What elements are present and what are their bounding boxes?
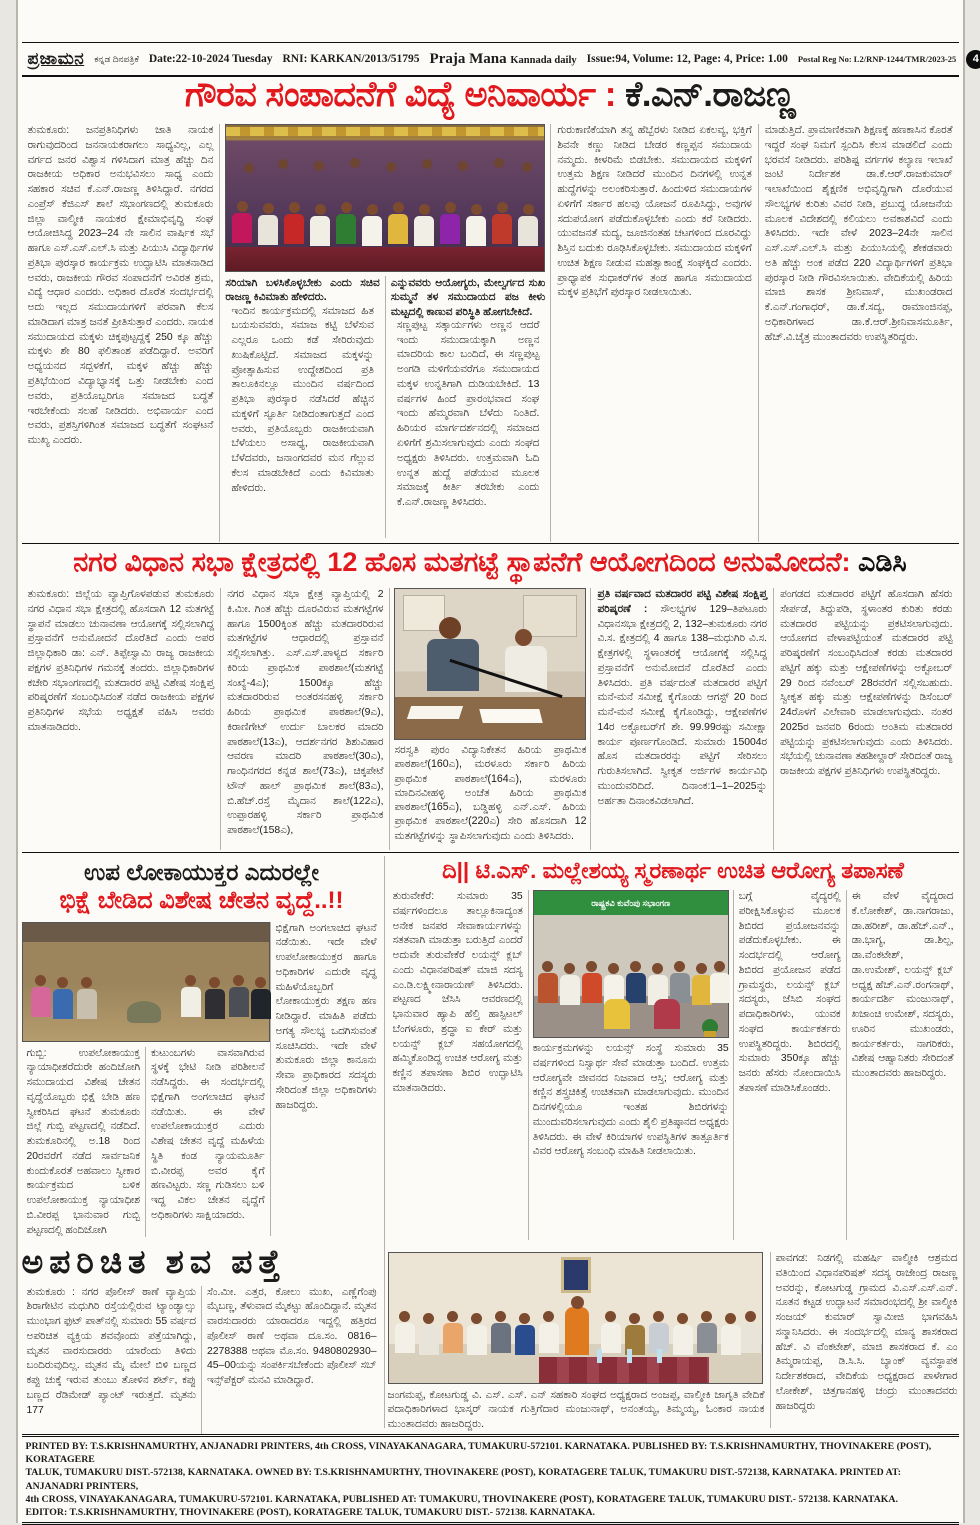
story4-below-photo-text: ಕಾರ್ಯಕ್ರಮಗಳನ್ನು ಲಯನ್ಸ್ ಸಂಸ್ಥೆ ಸುಮಾರು 35 ವರ್ಷಗಳಿಂದ ನಿಸ್ವಾರ್ಥ ಸೇವೆ ಮಾಡುತ್ತಾ ಬಂದಿದೆ. ಉತ್ತಮ ಆರೋಗ್ಯವೇ ಜೀವನದ ನಿಜವಾದ ಆಸ್ತಿ; ಆರೋಗ್ಯ ಮತ್ತು ಕಣ್ಣಿನ ಶಸ್ತ್ರಚಿಕಿತ್ಸೆ ಉಚಿತವಾಗಿ ಮಾಡಲಾಗುವುದು. ಮುಂದಿನ ದಿನಗಳಲ್ಲಿಯೂ ಇಂತಹ ಶಿಬಿರಗಳನ್ನು ಮುಂದುವರಿಸಲಾಗುವುದು ಎಂದು ಶೈಲಿ ಪ್ರತಿಷ್ಠಾನದ ಅಧ್ಯಕ್ಷರು ತಿಳಿಸಿದರು. ಈ ವೇಳೆ ಕಿರಿಯಾಗಳ ಉಪಸ್ಥಿತಿಗಳ ತಾತ್ಪೂರ್ತಿಕ ವಿವರ ಆರೋಗ್ಯ ಸಂಬಂಧಿ ಮಾಹಿತಿ ನೀಡಲಾಯಿತು. bbox=[532, 1043, 729, 1158]
paper-tagline: ಕನ್ನಡ ದಿನಪತ್ರಿಕೆ bbox=[94, 53, 139, 64]
vertical-divider bbox=[384, 856, 385, 1428]
story2-column-4 bbox=[591, 588, 774, 850]
story4-headline: ದಿ|| ಟಿ.ಎಸ್. ಮಲ್ಲೇಶಯ್ಯ ಸ್ಮರಣಾರ್ಥ ಉಚಿತ ಆರೋಗ್ಯ ತಪಾಸಣೆ bbox=[442, 858, 904, 883]
story1-column-2-text: ಇಂದಿನ ಕಾರ್ಯಕ್ರಮದಲ್ಲಿ ಸಮಾಜದ ಹಿತ ಬಯಸುವವರು, ಸಮಾಜ ಕಟ್ಟಿ ಬೆಳೆಸುವ ಎಲ್ಲರೂ ಒಂದು ಕಡೆ ಸೇರಿರುವುದು ಖುಷಿಕೊಟ್ಟಿದೆ. ಸಮಾಜದ ಮಕ್ಕಳನ್ನು ಪ್ರೋತ್ಸಾಹಿಸುವ ಉದ್ದೇಶದಿಂದ ಪ್ರತಿ ತಾಲೂಕಿನಲ್ಲೂ ಮುಂದಿನ ವರ್ಷದಿಂದ ಪ್ರತಿಭಾ ಪುರಸ್ಕಾರ ನಡೆಸಿದರೆ ಹೆಚ್ಚಿನ ಮಕ್ಕಳಿಗೆ ಸ್ಫೂರ್ತಿ ನೀಡಿದಂತಾಗುತ್ತದೆ ಎಂದ ಅವರು, ಪ್ರತಿಯೊಬ್ಬರು ರಾಜಕೀಯವಾಗಿ ಬೆಳೆಯಲು ಅಸಾಧ್ಯ, ರಾಜಕೀಯವಾಗಿ ಬೆಳೆದವರು, ಜನಾಂಗದವರ ಮನ ಗೆಲ್ಲುವ ಕೆಲಸ ಮಾಡಬೇಕಿದೆ ಎಂದು ಕಿವಿಮಾತು ಹೇಳಿದರು. bbox=[231, 305, 374, 494]
bottom-right-column: ಪಾವಗಡ: ನಿಡಗಲ್ಲಿ ಮಹರ್ಷಿ ವಾಲ್ಮೀಕಿ ಆಶ್ರಮದ ವತಿಯಿಂದ ವಿಧಾನಪರಿಷತ್ ಸದಸ್ಯ ರಾಜೇಂದ್ರ ರಾಜಣ್ಣ ಅವರನ್ನು, ಕೋಟಗುಡ್ಡ ಗ್ರಾಮದ ವಿ.ಎಸ್.ಎಸ್.ಎನ್. ನೂತನ ಕಟ್ಟಡ ಉದ್ಘಾಟನೆ ಸಮಾರಂಭದಲ್ಲಿ ಶ್ರೀ ವಾಲ್ಮೀಕಿ ಸಂಜಯ್ ಕುಮಾರ್ ಸ್ವಾಮೀಜಿ ಭಾಗವಹಿಸಿ ಸನ್ಮಾನಿಸಿದರು. ಈ ಸಂದರ್ಭದಲ್ಲಿ ಮಾನ್ಯ ಶಾಸಕರಾದ ಹೆಚ್. ವಿ ವೆಂಕಟೇಶ್, ಮಾಜಿ ಶಾಸಕರಾದ ಕೆ. ಎಂ ತಿಮ್ಮರಾಯಪ್ಪ, ಡಿ.ಸಿ.ಸಿ. ಬ್ಯಾಂಕ್ ವ್ಯವಸ್ಥಾಪಕ ನಿರ್ದೇಶಕರಾದ, ವೇದಿಕೆಯ ಅಧ್ಯಕ್ಷರಾದ ಪಾಳೇಗಾರ ಲೋಕೇಶ್, ಚಿತ್ತಗಾನಹಳ್ಳಿ ಚಂದ್ರು ಮುಂತಾದವರು ಹಾಜರಿದ್ದರು bbox=[770, 1252, 963, 1428]
paper-title-main: Praja Mana bbox=[429, 50, 507, 67]
story1-headline-name: ಕೆ.ಎನ್.ರಾಜಣ್ಣ bbox=[625, 75, 796, 114]
story2-photo-caption: ಸರಸ್ವತಿ ಪುರಂ ವಿದ್ಯಾನಿಕೇತನ ಹಿರಿಯ ಪ್ರಾಥಮಿಕ ಪಾಠಶಾಲೆ(160ಎ), ಮರಳೂರು ಸರ್ಕಾರಿ ಹಿರಿಯ ಪ್ರಾಥಮಿಕ ಪಾಠಶಾಲೆ(164ಎ), ಮರಳೂರು ಮಾದಿನವೀಹಳ್ಳಿ ಅಂಚೆತ ಹಿರಿಯ ಪ್ರಾಥಮಿಕ ಪಾಠಶಾಲೆ(165ಎ), ಬಡ್ಡಿಹಳ್ಳಿ ಎನ್.ಎಸ್. ಹಿರಿಯ ಪ್ರಾಥಮಿಕ ಪಾಠಶಾಲೆ(220ಎ) ಸೇರಿ ಹೊಸದಾಗಿ 12 ಮತಗಟ್ಟೆಗಳನ್ನು ಸ್ಥಾಪಿಸಲಾಗುವುದು ಎಂದು ತಿಳಿಸಿದರು. bbox=[394, 744, 587, 842]
story1-headline bbox=[24, 76, 957, 115]
event-banner: ರಾಷ್ಟ್ರಕವಿ ಕುವೆಂಪು ಸಭಾಂಗಣ bbox=[534, 891, 728, 915]
story1-photo-block bbox=[220, 124, 551, 542]
story3-left bbox=[22, 922, 270, 1237]
bottom-photo-block bbox=[388, 1252, 765, 1431]
story2-column-1: ತುಮಕೂರು: ಜಿಲ್ಲೆಯ ವ್ಯಾಪ್ತಿಗೊಳಪಡುವ ತುಮಕೂರು ನಗರ ವಿಧಾನ ಸಭಾ ಕ್ಷೇತ್ರದಲ್ಲಿ ಹೊಸದಾಗಿ 12 ಮತಗಟ್ಟೆ ಸ್ಥಾಪನೆ ಮಾಡಲು ಚುನಾವಣಾ ಆಯೋಗಕ್ಕೆ ಸಲ್ಲಿಸಲಾಗಿದ್ದ ಪ್ರಸ್ತಾವನೆಗೆ ಅನುಮೋದನೆ ದೊರೆತಿದೆ ಎಂದು ಅಪರ ಜಿಲ್ಲಾಧಿಕಾರಿ ಡಾ: ಎನ್. ತಿಪ್ಪೇಸ್ವಾಮಿ ರಾಜ್ಯ ರಾಜಕೀಯ ಪಕ್ಷಗಳ ಪ್ರತಿನಿಧಿಗಳ ಗಮನಕ್ಕೆ ತಂದರು. ಜಿಲ್ಲಾಧಿಕಾರಿಗಳ ಕಚೇರಿ ಸಭಾಂಗಣದಲ್ಲಿ ಮತದಾರರ ಪಟ್ಟಿ ವಿಶೇಷ ಸಂಕ್ಷಿಪ್ತ ಪರಿಷ್ಕರಣೆಗೆ ಸಂಬಂಧಿಸಿದಂತೆ ನಡೆದ ರಾಜಕೀಯ ಪಕ್ಷಗಳ ಪ್ರತಿನಿಧಿಗಳ ಸಭೆಯ ಅಧ್ಯಕ್ಷತೆ ವಹಿಸಿ ಅವರು ಮಾತನಾಡಿದರು. bbox=[22, 588, 222, 850]
story1-photo bbox=[225, 124, 545, 272]
imprint-line: PRINTED BY: T.S.KRISHNAMURTHY, ANJANADRI PRINTERS, 4th CROSS, VINAYAKANAGARA, TUMAKURU-572101. KARNATAKA. PUBLISHED BY: T.S.KRISHNAMURTHY, THOVINAKERE (POST), KORATAGERE bbox=[25, 1441, 932, 1466]
story3-body bbox=[22, 922, 382, 1237]
story1-column-5: ಮಾಡುತ್ತಿದೆ. ಪ್ರಾಮಾಣಿಕವಾಗಿ ಶಿಕ್ಷಣಕ್ಕೆ ಹಣಕಾಸಿನ ಕೊರತೆ ಇದ್ದರೆ ಸಂಘ ನಿಮಗೆ ಸ್ಪಂದಿಸಿ ಕೆಲಸ ಮಾಡಲಿದೆ ಎಂದು ಭರವಸೆ ನೀಡಿದರು. ಪರಿಶಿಷ್ಟ ವರ್ಗಗಳ ಕಲ್ಯಾಣ ಇಲಾಖೆ ಜಂಟಿ ನಿರ್ದೇಶಕ ಡಾ.ಕೆ.ಆರ್.ರಾಜಕುಮಾರ್ ಇಲಾಖೆಯಿಂದ ಶೈಕ್ಷಣಿಕ ಅಭಿವೃದ್ಧಿಗಾಗಿ ದೊರೆಯುವ ಸೌಲಭ್ಯಗಳ ಕುರಿತು ವಿವರ ನೀಡಿ, ಪ್ರಬುದ್ಧ ಯೋಜನೆಯ ಮೂಲಕ ವಿದೇಶದಲ್ಲಿ ಕಲಿಯಲು ಅವಕಾಶವಿದೆ ಎಂದು ತಿಳಿಸಿದರು. ಇದೇ ವೇಳೆ 2023–24ನೇ ಸಾಲಿನ ಎಸ್.ಎಸ್.ಎಲ್.ಸಿ ಮತ್ತು ಪಿಯುಸಿಯಲ್ಲಿ ಶೇಕಡವಾರು ಅತಿ ಹೆಚ್ಚು ಅಂಕ ಪಡೆದ 220 ವಿದ್ಯಾರ್ಥಿಗಳಿಗೆ ಪ್ರತಿಭಾ ಪುರಸ್ಕಾರ ನೀಡಿ ಗೌರವಿಸಲಾಯಿತು. ವೇದಿಕೆಯಲ್ಲಿ ಹಿರಿಯ ಮಾಜಿ ಶಾಸಕ ಶ್ರೀನಿವಾಸ್, ಮುಖಂಡರಾದ ಕೆ.ಎನ್.ಗಂಗಾಧರ್, ಡಾ.ಕೆ.ಸದ್ಯ, ರಾಮಾಂಜಿನಪ್ಪ, ಅಧಿಕಾರಿಗಳಾದ ಡಾ.ಕೆ.ಆರ್.ಶ್ರೀನಿವಾಸಮೂರ್ತಿ, ಹೆಚ್.ವಿ.ಚೈತ್ರ ಮುಂತಾದವರು ಉಪಸ್ಥಿತರಿದ್ದರು. bbox=[764, 125, 953, 343]
story3-headline-line1: ಉಪ ಲೋಕಾಯುಕ್ತರ ಎದುರಲ್ಲೇ bbox=[83, 859, 320, 885]
story4-column-4: ಈ ವೇಳೆ ವೈದ್ಯರಾದ ಕೆ.ಲೋಕೇಶ್, ಡಾ.ನಾಗರಾಜು, ಡಾ.ಹರೀಶ್, ಡಾ.ಹೆಚ್.ಎನ್., ಡಾ.ಭಾಗ್ಯ, ಡಾ.ಶಿಲ್ಪ, ಡಾ.ವೆಂಕಟೇಶ್, ಡಾ.ಉಮೇಶ್, ಲಯನ್ಸ್ ಕ್ಲಬ್ ಅಧ್ಯಕ್ಷ ಹೆಚ್.ಎನ್.ರಂಗನಾಥ್, ಕಾರ್ಯದರ್ಶಿ ಮಂಜುನಾಥ್, ಖಜಾಂಚಿ ಉಮೇಶ್, ಸದಸ್ಯರು, ಊರಿನ ಮುಖಂಡರು, ಕಾರ್ಯಕರ್ತರು, ನಾಗರಿಕರು, ವಿಶೇಷ ಆಹ್ವಾನಿತರು ಸೇರಿದಂತೆ ಮುಂತಾದವರು ಹಾಜರಿದ್ದರು. bbox=[851, 891, 954, 1080]
plant-pot bbox=[704, 1031, 716, 1037]
bottom-photo bbox=[388, 1252, 763, 1384]
official-head bbox=[439, 617, 461, 639]
paper-title-english bbox=[430, 51, 577, 68]
story2-photo-block bbox=[390, 588, 591, 850]
story2-photo bbox=[394, 588, 586, 740]
story4-body bbox=[388, 890, 959, 1240]
imprint-line: 4th CROSS, VINAYAKANAGARA, TUMAKURU-572101. KARNATAKA, PUBLISHED AT: TUMAKURU, THOVINAKERE (POST), KORATAGERE TALUK, TUMAKURU DIST.- 572138. KARNATAKA. bbox=[25, 1493, 898, 1505]
bottom-photo-caption: ಜಂಗಮಪ್ಪ, ಕೋಟಗುಡ್ಡ ವಿ. ಎಸ್. ಎಸ್. ಎನ್ ಸಹಕಾರಿ ಸಂಘದ ಅಧ್ಯಕ್ಷರಾದ ಅಂಜಪ್ಪ, ವಾಲ್ಮೀಕಿ ಜಾಗೃತಿ ವೇದಿಕೆ ಪದಾಧಿಕಾರಿಗಳಾದ ಭಾಸ್ಕರ್ ನಾಯಕ ಗುತ್ತಿಗೆದಾರ ಮಂಜುನಾಥ್, ಅನಂತಯ್ಯ, ತಿಮ್ಮಯ್ಯ, ಓಂಕಾರ ನಾಯಕ ಮುಂತಾದವರು ಹಾಜರಿದ್ದರು. bbox=[387, 1389, 765, 1430]
newspaper-page bbox=[16, 0, 979, 1523]
story1 bbox=[22, 124, 959, 542]
story5-headline: ಅಪರಿಚಿತ ಶವ ಪತ್ತೆ bbox=[21, 1244, 287, 1281]
swamiji-head bbox=[571, 1296, 584, 1309]
story2-column-2: ನಗರ ವಿಧಾನ ಸಭಾ ಕ್ಷೇತ್ರ ವ್ಯಾಪ್ತಿಯಲ್ಲಿ 2 ಕಿ.ಮೀ. ಗಿಂತ ಹೆಚ್ಚು ದೂರವಿರುವ ಮತಗಟ್ಟೆಗಳ ಹಾಗೂ 1500ಕ್ಕಿಂತ ಹೆಚ್ಚು ಮತದಾರರಿರುವ ಮತಗಟ್ಟೆಗಳ ಆಧಾರದಲ್ಲಿ ಪ್ರಸ್ತಾವನೆ ಸಲ್ಲಿಸಲಾಗಿತ್ತು. ಎಸ್.ಎಸ್.ಪಾಳ್ಯದ ಸರ್ಕಾರಿ ಕಿರಿಯ ಪ್ರಾಥಮಿಕ ಪಾಠಶಾಲೆ(ಮತಗಟ್ಟೆ ಸಂಖ್ಯೆ-4ಎ); 1500ಕ್ಕೂ ಹೆಚ್ಚು ಮತದಾರರಿರುವ ಅಂತರಸನಹಳ್ಳಿ ಸರ್ಕಾರಿ ಹಿರಿಯ ಪ್ರಾಥಮಿಕ ಪಾಠಶಾಲೆ(9ಎ), ಕಿರಾಣಿಗೇಟ್ ಉರ್ದು ಬಾಲಕರ ಮಾದರಿ ಪಾಠಶಾಲೆ(13ಎ), ಆದರ್ಶನಗರ ಶಿಶುವಿಹಾರ ಆವರಣ ಮಾದರಿ ಪಾಠಶಾಲೆ(30ಎ), ಗಾಂಧಿನಗರದ ಕನ್ನಡ ಶಾಲೆ(73ಎ), ಚಿಕ್ಕಪೇಟೆ ಟೌನ್ ಹಾಲ್ ಪ್ರಾಥಮಿಕ ಶಾಲೆ(83ಎ), ಬಿ.ಹೆಚ್.ರಸ್ತೆ ಮೈದಾನ ಶಾಲೆ(122ಎ), ಉಪ್ಪಾರಹಳ್ಳಿ ಸರ್ಕಾರಿ ಪ್ರಾಥಮಿಕ ಪಾಠಶಾಲೆ(158ಎ), bbox=[221, 588, 390, 850]
paper-logo: ಪ್ರಜಾಮನ bbox=[27, 49, 85, 68]
story3 bbox=[22, 858, 382, 1434]
masthead-postal-reg: Postal Reg No: L2/RNP-1244/TMR/2023-25 bbox=[797, 54, 957, 64]
story1-headline-red: ಗೌರವ ಸಂಪಾದನೆಗೆ ವಿದ್ಯೆ ಅನಿವಾರ್ಯ : bbox=[184, 75, 626, 114]
window-panel-2 bbox=[523, 595, 577, 637]
story5-column-2: ಸೆಂ.ಮೀ. ಎತ್ತರ, ಕೋಲು ಮುಖ, ಎಣ್ಣೆಗೆಂಪು ಮೈಬಣ್ಣ, ತೆಳುವಾದ ಮೈಕಟ್ಟು ಹೊಂದಿದ್ದಾನೆ. ಮೃತನ ವಾರಸುದಾರರು ಯಾರಾದರೂ ಇದ್ದಲ್ಲಿ ಹತ್ತಿರದ ಪೊಲೀಸ್ ಠಾಣೆ ಅಥವಾ ದೂ.ಸಂ. 0816–2278388 ಅಥವಾ ಮೊ.ಸಂ. 9480802930–45–00ಯನ್ನು ಸಂಪರ್ಕಿಸಬೇಕೆಂದು ಪೊಲೀಸ್ ಸಬ್ ಇನ್ಸ್‌ಪೆಕ್ಟರ್ ಮನವಿ ಮಾಡಿದ್ದಾರೆ. bbox=[207, 1286, 377, 1387]
water-bottle-3 bbox=[657, 1349, 662, 1363]
water-bottle bbox=[597, 1349, 602, 1363]
seated-guest bbox=[604, 999, 630, 1029]
paper-title-suffix: Kannada daily bbox=[510, 54, 577, 66]
story5-columns bbox=[22, 1286, 382, 1434]
story2-subhead: ಪ್ರತಿ ವರ್ಷವಾದ ಮತದಾರರ ಪಟ್ಟಿ ವಿಶೇಷ ಸಂಕ್ಷಿಪ್ತ ಪರಿಷ್ಕರಣೆ : bbox=[597, 589, 768, 615]
wall-portrait bbox=[561, 1257, 591, 1293]
story4-photo-block bbox=[529, 890, 734, 1240]
imprint-line: TALUK, TUMAKURU DIST.-572138, KARNATAKA. OWNED BY: T.S.KRISHNAMURTHY, THOVINAKERE (POST), KORATAGERE TALUK, TUMAKURU DIST.-572138, KARNATAKA. PRINTED AT: ANJANADRI PRINTERS, bbox=[25, 1467, 902, 1492]
masthead-date: Date:22-10-2024 Tuesday bbox=[148, 53, 273, 65]
ceremony-table bbox=[539, 1357, 709, 1383]
story3-column-1: ಗುಬ್ಬಿ: ಉಪಲೋಕಾಯುಕ್ತ ನ್ಯಾಯಾಧೀಶರೆದುರೇ ಹಂದಿಜೋಗಿ ಸಮುದಾಯದ ವಿಶೇಷ ಚೇತನ ವೃದ್ದೆಯೊಬ್ಬರು ಭಿಕ್ಷೆ ಬೇಡಿ ಹಣ ಸ್ವೀಕರಿಸಿದ ಘಟನೆ ತುಮಕೂರು ಜಿಲ್ಲೆ ಗುಬ್ಬಿ ಪಟ್ಟಣದಲ್ಲಿ ನಡೆದಿದೆ. ತುಮಕೂರಿನಲ್ಲಿ ಅ.18 ರಿಂದ 20ರವರೆಗೆ ನಡೆದ ಸಾರ್ವಜನಿಕ ಕುಂದುಕೊರತೆ ಅಹವಾಲು ಸ್ವೀಕಾರ ಕಾರ್ಯಕ್ರಮದ ಬಳಿಕ ಉಪಲೋಕಾಯುಕ್ತ ನ್ಯಾಯಾಧೀಶ ಬಿ.ವೀರಪ್ಪ ಭಾನುವಾರ ಗುಬ್ಬಿ ಪಟ್ಟಣದಲ್ಲಿ ಹಂದಿಜೋಗಿ bbox=[22, 1047, 147, 1237]
story1-photo-caption-left: ಸರಿಯಾಗಿ ಬಳಸಿಕೊಳ್ಳಬೇಕು ಎಂದು ಸಚಿವ ರಾಜಣ್ಣ ಕಿವಿಮಾತು ಹೇಳಿದರು. bbox=[225, 277, 380, 304]
garland-decoration bbox=[226, 127, 544, 136]
stage-front bbox=[226, 247, 544, 271]
water-bottle-2 bbox=[627, 1349, 632, 1363]
official2-head bbox=[515, 629, 532, 646]
story4-photo bbox=[533, 890, 729, 1038]
seated-guest-2 bbox=[654, 999, 680, 1029]
story1-column-4: ಗುರುಕಾಣಿಕೆಯಾಗಿ ತನ್ನ ಹೆಬ್ಬೆರಳು ನೀಡಿದ ಏಕಲವ್ಯ, ಭಕ್ತಿಗೆ ಶಿವನೇ ಕಣ್ಣು ನೀಡಿದ ಬೇಡರ ಕಣ್ಣಪ್ಪನ ಸಮುದಾಯ ನಮ್ಮದು. ಕೀಳರಿಮೆ ಬಿಡಬೇಕು. ಸಮುದಾಯದ ಮಕ್ಕಳಿಗೆ ಉತ್ತಮ ಶಿಕ್ಷಣ ನೀಡಿದರೆ ಮುಂದಿನ ದಿನಗಳಲ್ಲಿ ಉನ್ನತ ಹುದ್ದೆಗಳನ್ನು ಅಲಂಕರಿಸುತ್ತಾರೆ. ಹಿಂದುಳಿದ ಸಮುದಾಯಗಳ ಏಳಿಗೆಗೆ ಸರ್ಕಾರ ಹಲವು ಯೋಜನೆ ರೂಪಿಸಿದ್ದು, ಅವುಗಳ ಸದುಪಯೋಗ ಪಡೆದುಕೊಳ್ಳಬೇಕು ಎಂದು ಕರೆ ನೀಡಿದರು. ಯುವಜನತೆ ಮದ್ಯ, ಜೂಜಿನಂತಹ ಚಟಗಳಿಂದ ದೂರವಿದ್ದು ಶಿಸ್ತಿನ ಬದುಕು ರೂಢಿಸಿಕೊಳ್ಳಬೇಕು. ಸಮುದಾಯದ ಮಕ್ಕಳಿಗೆ ಉಚಿತ ಶಿಕ್ಷಣ ನೀಡುವ ಮಹತ್ವಾಕಾಂಕ್ಷೆ ಸಂಘಕ್ಕಿದೆ ಎಂದರು. ಪ್ರಾಧ್ಯಾಪಕ ಸುಧಾಕರ್‌ಗಳ ತಂಡ ಹಾಗೂ ಸಮುದಾಯದ ಮಕ್ಕಳ ಪ್ರತಿಭೆಗೆ ಪುರಸ್ಕಾರ ನೀಡಲಾಯಿತು. bbox=[551, 124, 758, 542]
story2-headline-red: ನಗರ ವಿಧಾನ ಸಭಾ ಕ್ಷೇತ್ರದಲ್ಲಿ 12 ಹೊಸ ಮತಗಟ್ಟೆ ಸ್ಥಾಪನೆಗೆ ಆಯೋಗದಿಂದ ಅನುಮೋದನೆ: bbox=[73, 547, 859, 577]
imprint-footer bbox=[22, 1434, 959, 1525]
story2-headline bbox=[24, 547, 957, 579]
story4-column-1: ತುರುವೇಕೆರೆ: ಸುಮಾರು 35 ವರ್ಷಗಳಿಂದಲೂ ತಾಲ್ಲೂಕಿನಾದ್ಯಂತ ಅನೇಕ ಜನಪರ ಸೇವಾಕಾರ್ಯಗಳನ್ನು ಸತತವಾಗಿ ಮಾಡುತ್ತಾ ಬರುತ್ತಿದೆ ಎಂದರೆ ಅದುವೇ ತುರುವೇಕೆರೆ ಲಯನ್ಸ್ ಕ್ಲಬ್ ಎಂದು ವಿಧಾನಪರಿಷತ್ ಮಾಜಿ ಸದಸ್ಯ ಎಂ.ಡಿ.ಲಕ್ಷ್ಮೀನಾರಾಯಣ್ ತಿಳಿಸಿದರು. ಪಟ್ಟಣದ ಜೆಸಿಸಿ ಆವರಣದಲ್ಲಿ ಭಾನುವಾರ ಹ್ಯಾಪಿ ಹೆಲ್ತಿ ಹಾಸ್ಪಿಟಲ್ ಬೆಂಗಳೂರು, ಶ್ರದ್ಧಾ ಐ ಕೇರ್ ಮತ್ತು ಲಯನ್ಸ್ ಕ್ಲಬ್ ಸಹಯೋಗದಲ್ಲಿ ಹಮ್ಮಿಕೊಂಡಿದ್ದ ಉಚಿತ ಆರೋಗ್ಯ ಮತ್ತು ಕಣ್ಣಿನ ತಪಾಸಣಾ ಶಿಬಿರ ಉದ್ಘಾಟಿಸಿ ಮಾತನಾಡಿದರು. bbox=[388, 890, 529, 1240]
story2 bbox=[22, 588, 959, 850]
story3-column-2: ಕುಟುಂಬಗಳು ವಾಸವಾಗಿರುವ ಸ್ಥಳಕ್ಕೆ ಭೇಟಿ ನೀಡಿ ಪರಿಶೀಲನೆ ನಡೆಸಿದ್ದರು. ಈ ಸಂದರ್ಭದಲ್ಲಿ ಭಿಕ್ಷೆಗಾಗಿ ಅಂಗಲಾಚಿದ ಘಟನೆ ನಡೆಯಿತು. ಈ ವೇಳೆ ಉಪಲೋಕಾಯುಕ್ತರ ಎದುರು ವಿಶೇಷ ಚೇತನ ವೃದ್ದೆ ಮಹಿಳೆಯ ಸ್ಥಿತಿ ಕಂಡ ನ್ಯಾಯಮೂರ್ತಿ ಬಿ.ವೀರಪ್ಪ ಅವರ ಕೈಗೆ ಹಣವಿಟ್ಟರು. ಸಣ್ಣ ಗುಡಿಸಲು ಬಳಿ ಇದ್ದ ವಿಕಲ ಚೇತನ ವೃದ್ದೆಗೆ ಅಧಿಕಾರಿಗಳು ಸಾಕ್ಷಿಯಾದರು. bbox=[151, 1047, 265, 1221]
story3-columns bbox=[22, 1047, 270, 1237]
section-divider-1 bbox=[22, 543, 959, 544]
story5-column-1: ತುಮಕೂರು : ನಗರ ಪೊಲೀಸ್ ಠಾಣೆ ವ್ಯಾಪ್ತಿಯ ಶಿರಾಗೇಟಿನ ಮಧುಗಿರಿ ರಸ್ತೆಯಲ್ಲಿರುವ ಟ್ಯಾಂಡ್ಯಾಲ್ಸು ಮುಂಭಾಗ ಫುಟ್ ಪಾತ್‌ನಲ್ಲಿ ಸುಮಾರು 55 ವರ್ಷದ ಅಪರಿಚಿತ ವ್ಯಕ್ತಿಯ ಶವವೊಂದು ಪತ್ತೆಯಾಗಿದ್ದು, ಮೃತನ ವಾರಸುದಾರರು ಯಾರೆಂದು ತಿಳಿದು ಬಂದಿರುವುದಿಲ್ಲ. ಮೃತನ ಮೈ ಮೇಲೆ ಬಿಳಿ ಬಣ್ಣದ ಕಪ್ಪು ಚುಕ್ಕೆ ಇರುವ ತುಂಬು ತೋಳಿನ ಶರ್ಟ್, ಕಪ್ಪು ಬಣ್ಣದ ರೆಡಿಮೇಡ್ ಪ್ಯಾಂಟ್ ಇರುತ್ತದೆ. ಮೃತನು 177 bbox=[22, 1286, 203, 1434]
swamiji-figure bbox=[565, 1307, 589, 1355]
story1-column-3-text: ಸಣ್ಣಪುಟ್ಟ ಸತ್ಕಾರ್ಯಗಳು ಅಣ್ಣನ ಆದರೆ ಇಂದು ಸಮುದಾಯಕ್ಕಾಗಿ ಅಣ್ಣನ ಮಾದರಿಯ ಕಾಲ ಬಂದಿದೆ, ಈ ಸಣ್ಣಪುಟ್ಟ ಅಂಗಡಿ ಮಳಿಗೆಯವರೆಗೂ ಸಮುದಾಯದ ಮಕ್ಕಳ ಉನ್ನತಿಗಾಗಿ ದುಡಿಯಬೇಕಿದೆ. 13 ವರ್ಷಗಳ ಹಿಂದೆ ಪ್ರಾರಂಭವಾದ ಸಂಘ ಇಂದು ಹೆಮ್ಮರವಾಗಿ ಬೆಳೆದು ನಿಂತಿದೆ. ಹಿರಿಯರ ಮಾರ್ಗದರ್ಶನದಲ್ಲಿ ಸಮಾಜದ ಏಳಿಗೆಗೆ ಶ್ರಮಿಸಲಾಗುವುದು ಎಂದು ಸಂಘದ ಅಧ್ಯಕ್ಷರು ತಿಳಿಸಿದರು. ಉತ್ತಮವಾಗಿ ಓದಿ ಉನ್ನತ ಹುದ್ದೆ ಪಡೆಯುವ ಮೂಲಕ ಸಮಾಜಕ್ಕೆ ಕೀರ್ತಿ ತರಬೇಕು ಎಂದು ಕೆ.ಎನ್.ರಾಜಣ್ಣ ತಿಳಿಸಿದರು. bbox=[396, 319, 540, 509]
story3-side-column: ಭಿಕ್ಷೆಗಾಗಿ ಅಂಗಲಾಚಿದ ಘಟನೆ ನಡೆಯಿತು. ಇದೇ ವೇಳೆ ಉಪಲೋಕಾಯುಕ್ತರ ಹಾಗೂ ಅಧಿಕಾರಿಗಳ ಎದುರೇ ವೃದ್ಧ ಮಹಿಳೆಯೊಬ್ಬರಿಗೆ ಲೋಕಾಯುಕ್ತರು ತಕ್ಷಣ ಹಣ ನೀಡಿದ್ದಾರೆ. ಮಾಹಿತಿ ಪಡೆದು ಅಗತ್ಯ ಸೌಲಭ್ಯ ಒದಗಿಸುವಂತೆ ಸೂಚಿಸಿದರು. ಇದೇ ವೇಳೆ ತುಮಕೂರು ಜಿಲ್ಲಾ ಕಾನೂನು ಸೇವಾ ಪ್ರಾಧಿಕಾರದ ಸದಸ್ಯರು ಸೇರಿದಂತೆ ಜಿಲ್ಲಾ ಅಧಿಕಾರಿಗಳು ಹಾಜರಿದ್ದರು. bbox=[270, 922, 382, 1236]
story1-column-3 bbox=[386, 276, 551, 538]
story1-column-2 bbox=[220, 276, 386, 538]
story2-column-4-text: ಸೌಲಭ್ಯಗಳ 129–ತಿಪಟೂರು ವಿಧಾನಸಭಾ ಕ್ಷೇತ್ರದಲ್ಲಿ 2, 132–ತುಮಕೂರು ನಗರ ವಿ.ಸ. ಕ್ಷೇತ್ರದಲ್ಲಿ 4 ಹಾಗೂ 138–ಮಧುಗಿರಿ ವಿ.ಸ. ಕ್ಷೇತ್ರಗಳಲ್ಲಿ ಸ್ಥಳಾಂತರಕ್ಕೆ ಆಯೋಗಕ್ಕೆ ಸಲ್ಲಿಸಿದ್ದ ಪ್ರಸ್ತಾವನೆಗೆ ಅನುಮೋದನೆ ದೊರೆತಿದೆ ಎಂದು ತಿಳಿಸಿದರು. ಪ್ರತಿ ವರ್ಷದಂತೆ ಮತದಾರರ ಪಟ್ಟಿಗೆ ಮನೆ-ಮನೆ ಸಮೀಕ್ಷೆ ಕೈಗೊಂಡು ಆಗಸ್ಟ್ 20 ರಿಂದ ಮನೆ-ಮನೆ ಸಮೀಕ್ಷೆ ಕೈಗೊಂಡಿದ್ದು, ಆಕ್ಷೇಪಣೆಗಳ 14ರ ಅಕ್ಟೋಬರ್‌ಗೆ ಶೇ. 99.99ರಷ್ಟು ಸಮೀಕ್ಷಾ ಕಾರ್ಯ ಪೂರ್ಣಗೊಂಡಿದೆ. ಸುಮಾರು 15004ರ ಹೊಸ ಮತದಾರರನ್ನು ಪಟ್ಟಿಗೆ ಸೇರಿಸಲು ಗುರುತಿಸಲಾಗಿದೆ. ಸ್ವೀಕೃತ ಅರ್ಜಿಗಳ ಕಾರ್ಯವಿಧಿ ಮುಂದುವರಿದಿದೆ. ದಿನಾಂಕ:1–1–2025ನ್ನು ಅರ್ಹತಾ ದಿನಾಂಕವಿಡಲಾಗಿದೆ. bbox=[597, 603, 768, 807]
section-divider-2 bbox=[22, 852, 959, 853]
masthead-rni: RNI: KARKAN/2013/51795 bbox=[282, 53, 420, 65]
masthead-ornament-icon: 4 bbox=[966, 50, 980, 69]
story2-column-5: ಪಂಗಡದ ಮತದಾರರ ಪಟ್ಟಿಗೆ ಹೊಸದಾಗಿ ಹೆಸರು ಸೇರ್ಪಡೆ, ತಿದ್ದುಪಡಿ, ಸ್ಥಳಾಂತರ ಕುರಿತು ಕರಡು ಮತದಾರರ ಪಟ್ಟಿಯನ್ನು ಪ್ರಕಟಿಸಲಾಗುವುದು. ಆಯೋಗದ ವೇಳಾಪಟ್ಟಿಯಂತೆ ಮತದಾರರ ಪಟ್ಟಿ ಪರಿಷ್ಕರಣೆಗೆ ಸಂಬಂಧಿಸಿದಂತೆ ಕರಡು ಮತದಾರರ ಪಟ್ಟಿಗೆ ಹಕ್ಕು ಮತ್ತು ಆಕ್ಷೇಪಣೆಗಳನ್ನು ಅಕ್ಟೋಬರ್ 29 ರಿಂದ ನವೆಂಬರ್ 28ರವರೆಗೆ ಸಲ್ಲಿಸಬಹುದು. ಸ್ವೀಕೃತ ಹಕ್ಕು ಮತ್ತು ಆಕ್ಷೇಪಣೆಗಳನ್ನು ಡಿಸೆಂಬರ್ 24ರೊಳಗೆ ವಿಲೇವಾರಿ ಮಾಡಲಾಗುವುದು. ನಂತರ 2025ರ ಜನವರಿ 6ರಂದು ಅಂತಿಮ ಮತದಾರರ ಪಟ್ಟಿಯನ್ನು ಪ್ರಕಟಿಸಲಾಗುವುದು ಎಂದು ತಿಳಿಸಿದರು. ಸಭೆಯಲ್ಲಿ ಚುನಾವಣಾ ತಹಶೀಲ್ದಾರ್ ಸೇರಿದಂತೆ ರಾಜ್ಯ ರಾಜಕೀಯ ಪಕ್ಷಗಳ ಪ್ರತಿನಿಧಿಗಳು ಉಪಸ್ಥಿತರಿದ್ದರು. bbox=[780, 589, 953, 778]
imprint-line: EDITOR: T.S.KRISHNAMURTHY, THOVINAKERE (POST), KORATAGERE TALUK, TUMAKURU DIST.- 572138. KARNATAKA. bbox=[25, 1507, 595, 1519]
seated-elder bbox=[127, 1001, 161, 1023]
masthead bbox=[22, 42, 979, 77]
story4 bbox=[388, 858, 959, 1240]
story5 bbox=[22, 1245, 382, 1434]
story4-column-3: ಬಗ್ಗೆ ವೈದ್ಯರಲ್ಲಿ ಪರೀಕ್ಷಿಸಿಕೊಳ್ಳುವ ಮೂಲಕ ಶಿಬಿರದ ಪ್ರಯೋಜನವನ್ನು ಪಡೆದುಕೊಳ್ಳಬೇಕು. ಈ ಸಂದರ್ಭದಲ್ಲಿ ಆರೋಗ್ಯ ಶಿಬಿರದ ಪ್ರಯೋಜನ ಪಡೆದ ಗ್ರಾಮಸ್ಥರು, ಲಯನ್ಸ್ ಕ್ಲಬ್ ಸದಸ್ಯರು, ಜೆಸಿಬಿ ಸಂಘದ ಪದಾಧಿಕಾರಿಗಳು, ಯುವಕ ಸಂಘದ ಕಾರ್ಯಕರ್ತರು ಉಪಸ್ಥಿತರಿದ್ದರು. ಶಿಬಿರದಲ್ಲಿ ಸುಮಾರು 350ಕ್ಕೂ ಹೆಚ್ಚು ಜನರು ಹೆಸರು ನೋಂದಾಯಿಸಿ ತಪಾಸಣೆ ಮಾಡಿಸಿಕೊಂಡರು. bbox=[734, 890, 847, 1240]
story1-inner-columns bbox=[220, 276, 550, 538]
papers-2 bbox=[480, 709, 543, 723]
story2-headline-black: ಎಡಿಸಿ bbox=[858, 547, 907, 577]
story3-headline-line2: ಭಿಕ್ಷೆ ಬೇಡಿದ ವಿಶೇಷ ಚೇತನ ವೃದ್ದೆ..!! bbox=[59, 886, 344, 914]
story1-column-1: ತುಮಕೂರು: ಜನಪ್ರತಿನಿಧಿಗಳು ಜಾತಿ ನಾಯಕ ರಾಗುವುದರಿಂದ ಜನನಾಯಕರಾಗಲು ಸಾಧ್ಯವಿಲ್ಲ, ಎಲ್ಲ ವರ್ಗದ ಜನರ ವಿಶ್ವಾಸ ಗಳಿಸಿದಾಗ ಮಾತ್ರ ಹೆಚ್ಚು ದಿನ ರಾಜಕೀಯ ಅಧಿಕಾರ ಅನುಭವಿಸಲು ಸಾಧ್ಯ ಎಂದು ಸಹಕಾರ ಸಚಿವ ಕೆ.ಎನ್.ರಾಜಣ್ಣ ತಿಳಿಸಿದ್ದಾರೆ. ನಗರದ ಎಂಪ್ರೆಸ್ ಕೆಜಿಎಸ್ ಶಾಲೆ ಸಭಾಂಗಣದಲ್ಲಿ ತುಮಕೂರು ಜಿಲ್ಲಾ ವಾಲ್ಮೀಕಿ ನಾಯಕರ ಕ್ಷೇಮಾಭಿವೃದ್ಧಿ ಸಂಘ ಆಯೋಜಿಸಿದ್ದ 2023–24 ನೇ ಸಾಲಿನ ವಾರ್ಷಿಕ ಸಭೆ ಹಾಗೂ ಎಸ್.ಎಸ್.ಎಲ್.ಸಿ ಮತ್ತು ಪಿಯುಸಿ ವಿದ್ಯಾರ್ಥಿಗಳ ಪ್ರತಿಭಾ ಪುರಸ್ಕಾರ ಕಾರ್ಯಕ್ರಮ ಉದ್ಘಾಟಿಸಿ ಮಾತನಾಡಿದ ಅವರು, ರಾಜಕೀಯ ಗೌರವ ಸಂಪಾದನೆಗೆ ಅವಿರತ ಶ್ರಮ, ವಿದ್ಯೆ ಆಧಾರ ಎಂದರು. ಅಧಿಕಾರ ದೊರೆತ ಸಂದರ್ಭದಲ್ಲಿ ಅದು ಇಲ್ಲದ ಸಮುದಾಯಗಳಿಗೆ ಪರವಾಗಿ ಕೆಲಸ ಮಾಡಿದಾಗ ಮಾತ್ರ ಜನತೆ ಪ್ರೀತಿಸುತ್ತಾರೆ ಎಂದರು. ನಾಯಕ ಸಮುದಾಯದ ಮಕ್ಕಳು ಚಿಕ್ಕಪುಟ್ಟದ್ದಕ್ಕೆ 250 ಕ್ಕೂ ಹೆಚ್ಚು ಮಕ್ಕಳು ಶೇ 80 ಫಲಿತಾಂಶ ಪಡೆದಿದ್ದಾರೆ. ಅವರಿಗೆ ಅಧ್ಯಯನದ ಸದ್ಬಳಕೆಗೆ, ಮಕ್ಕಳ ಹೆಚ್ಚು ಹೆಚ್ಚು ಪ್ರತಿಭೆಯಿಂದ ವಿದ್ಯಾಭ್ಯಾಸಕ್ಕೆ ಒತ್ತು ನೀಡಬೇಕು ಎಂದ ಅವರು, ಪ್ರತಿಯೊಬ್ಬರಿಗೂ ಸಮಾಜದ ಬದ್ಧತೆ ಇರಬೇಕೆಂದು ಸಲಹೆ ನೀಡಿದರು. ಅಭಿವಾರ್ಯ ಎಂದ ಅವರು, ಪ್ರಶಸ್ತಿಗಳಿಗಿಂತ ಸಮಾಜದ ಬದ್ಧತೆಗೆ ಸಂಘಟನೆ ಮುಖ್ಯ ಎಂದರು. bbox=[22, 124, 221, 542]
story1-photo-caption-right: ಎನ್ನುವವರು ಆಯೋಗ್ಯರು, ಮೇಲ್ವರ್ಗದ ಸುಖ ಸುಮ್ಮನೆ ತಳ ಸಮುದಾಯದ ಪಜ ಕೀಳು ಮಟ್ಟದಲ್ಲಿ ಕಾಣುವ ಪರಿಸ್ಥಿತಿ ಹೋಗಬೇಕಿದೆ. bbox=[390, 277, 546, 318]
papers bbox=[407, 706, 463, 719]
story3-photo bbox=[22, 922, 270, 1042]
masthead-issue-info: Issue:94, Volume: 12, Page: 4, Price: 1.00 bbox=[586, 53, 788, 65]
